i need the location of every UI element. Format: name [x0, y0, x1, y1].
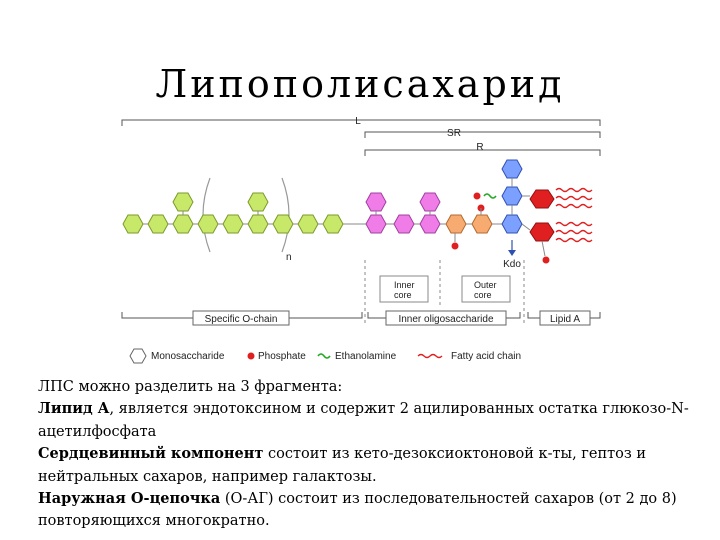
phosphate: [452, 243, 459, 250]
monosaccharide: [366, 193, 386, 211]
outer-core-line2: core: [474, 290, 492, 300]
monosaccharide: [148, 215, 168, 233]
bracket-l: [122, 120, 600, 126]
monosaccharide: [502, 160, 522, 178]
monosaccharide: [173, 215, 193, 233]
monosaccharide: [420, 215, 440, 233]
outer-chain-term: Наружная О-цепочка: [38, 490, 221, 508]
outer-chain-desc: (О-АГ) состоит из последовательностей сахаров (от 2 до 8) повторяющихся многократно.: [38, 491, 677, 530]
legend-monosaccharide: Monosaccharide: [151, 351, 225, 362]
lipid-a-desc: , является эндотоксином и содержит 2 ацилированных остатка глюкозо-N-ацетилфосфата: [38, 401, 689, 440]
monosaccharide: [298, 215, 318, 233]
legend-phosphate-icon: [248, 353, 255, 360]
monosaccharide: [248, 215, 268, 233]
monosaccharide: [198, 215, 218, 233]
monosaccharide: [394, 215, 414, 233]
core-desc: состоит из кето-дезоксиоктоновой к-ты, гептоз и нейтральных сахаров, например галактозы.: [38, 446, 647, 485]
description: [38, 376, 698, 533]
legend-ethanolamine: Ethanolamine: [335, 351, 397, 362]
phosphate: [543, 257, 550, 264]
phosphate: [474, 193, 481, 200]
ethanolamine: [484, 194, 496, 198]
repeat-n-label: n: [286, 252, 292, 263]
legend-ethanolamine-icon: [318, 354, 330, 358]
bracket-sr-label: SR: [447, 128, 461, 139]
section-specific-o-chain: Specific O-chain: [204, 314, 278, 325]
monosaccharide: [446, 215, 466, 233]
monosaccharide: [323, 215, 343, 233]
inner-core-line2: core: [394, 290, 412, 300]
bracket-sr: [365, 132, 600, 138]
monosaccharide: [420, 193, 440, 211]
monosaccharide: [502, 215, 522, 233]
inner-core-line1: Inner: [394, 280, 415, 290]
monosaccharide: [502, 187, 522, 205]
bracket-l-label: L: [355, 116, 361, 127]
kdo-label: Kdo: [503, 259, 521, 270]
monosaccharide: [223, 215, 243, 233]
lipid-a: [522, 189, 592, 257]
section-lipid-a: Lipid A: [549, 314, 581, 325]
monosaccharide: [123, 215, 143, 233]
page-title: Липополисахарид: [155, 62, 565, 106]
outer-core-line1: Outer: [474, 280, 497, 290]
legend-monosaccharide-icon: [130, 349, 146, 363]
monosaccharide: [173, 193, 193, 211]
outer-core-sugars: [366, 193, 440, 233]
legend-fatty-acid-icon: [418, 355, 442, 358]
bracket-r-label: R: [476, 142, 484, 153]
monosaccharide: [366, 215, 386, 233]
legend: [130, 349, 521, 363]
outer-chain-paragraph: [38, 488, 698, 533]
monosaccharide: [273, 215, 293, 233]
legend-fatty-acid-chain: Fatty acid chain: [451, 351, 522, 362]
legend-phosphate: Phosphate: [258, 351, 306, 362]
lipid-a-term: Липид А: [38, 400, 110, 418]
monosaccharide: [248, 193, 268, 211]
core-paragraph: [38, 443, 698, 488]
section-inner-oligosaccharide: Inner oligosaccharide: [398, 314, 494, 325]
lipid-a-paragraph: [38, 398, 698, 443]
o-chain-sugars: [123, 193, 343, 233]
core-term: Сердцевинный компонент: [38, 445, 264, 463]
kdo-sugars: [502, 160, 522, 233]
monosaccharide: [472, 215, 492, 233]
intro-line: ЛПС можно разделить на 3 фрагмента:: [38, 379, 343, 395]
